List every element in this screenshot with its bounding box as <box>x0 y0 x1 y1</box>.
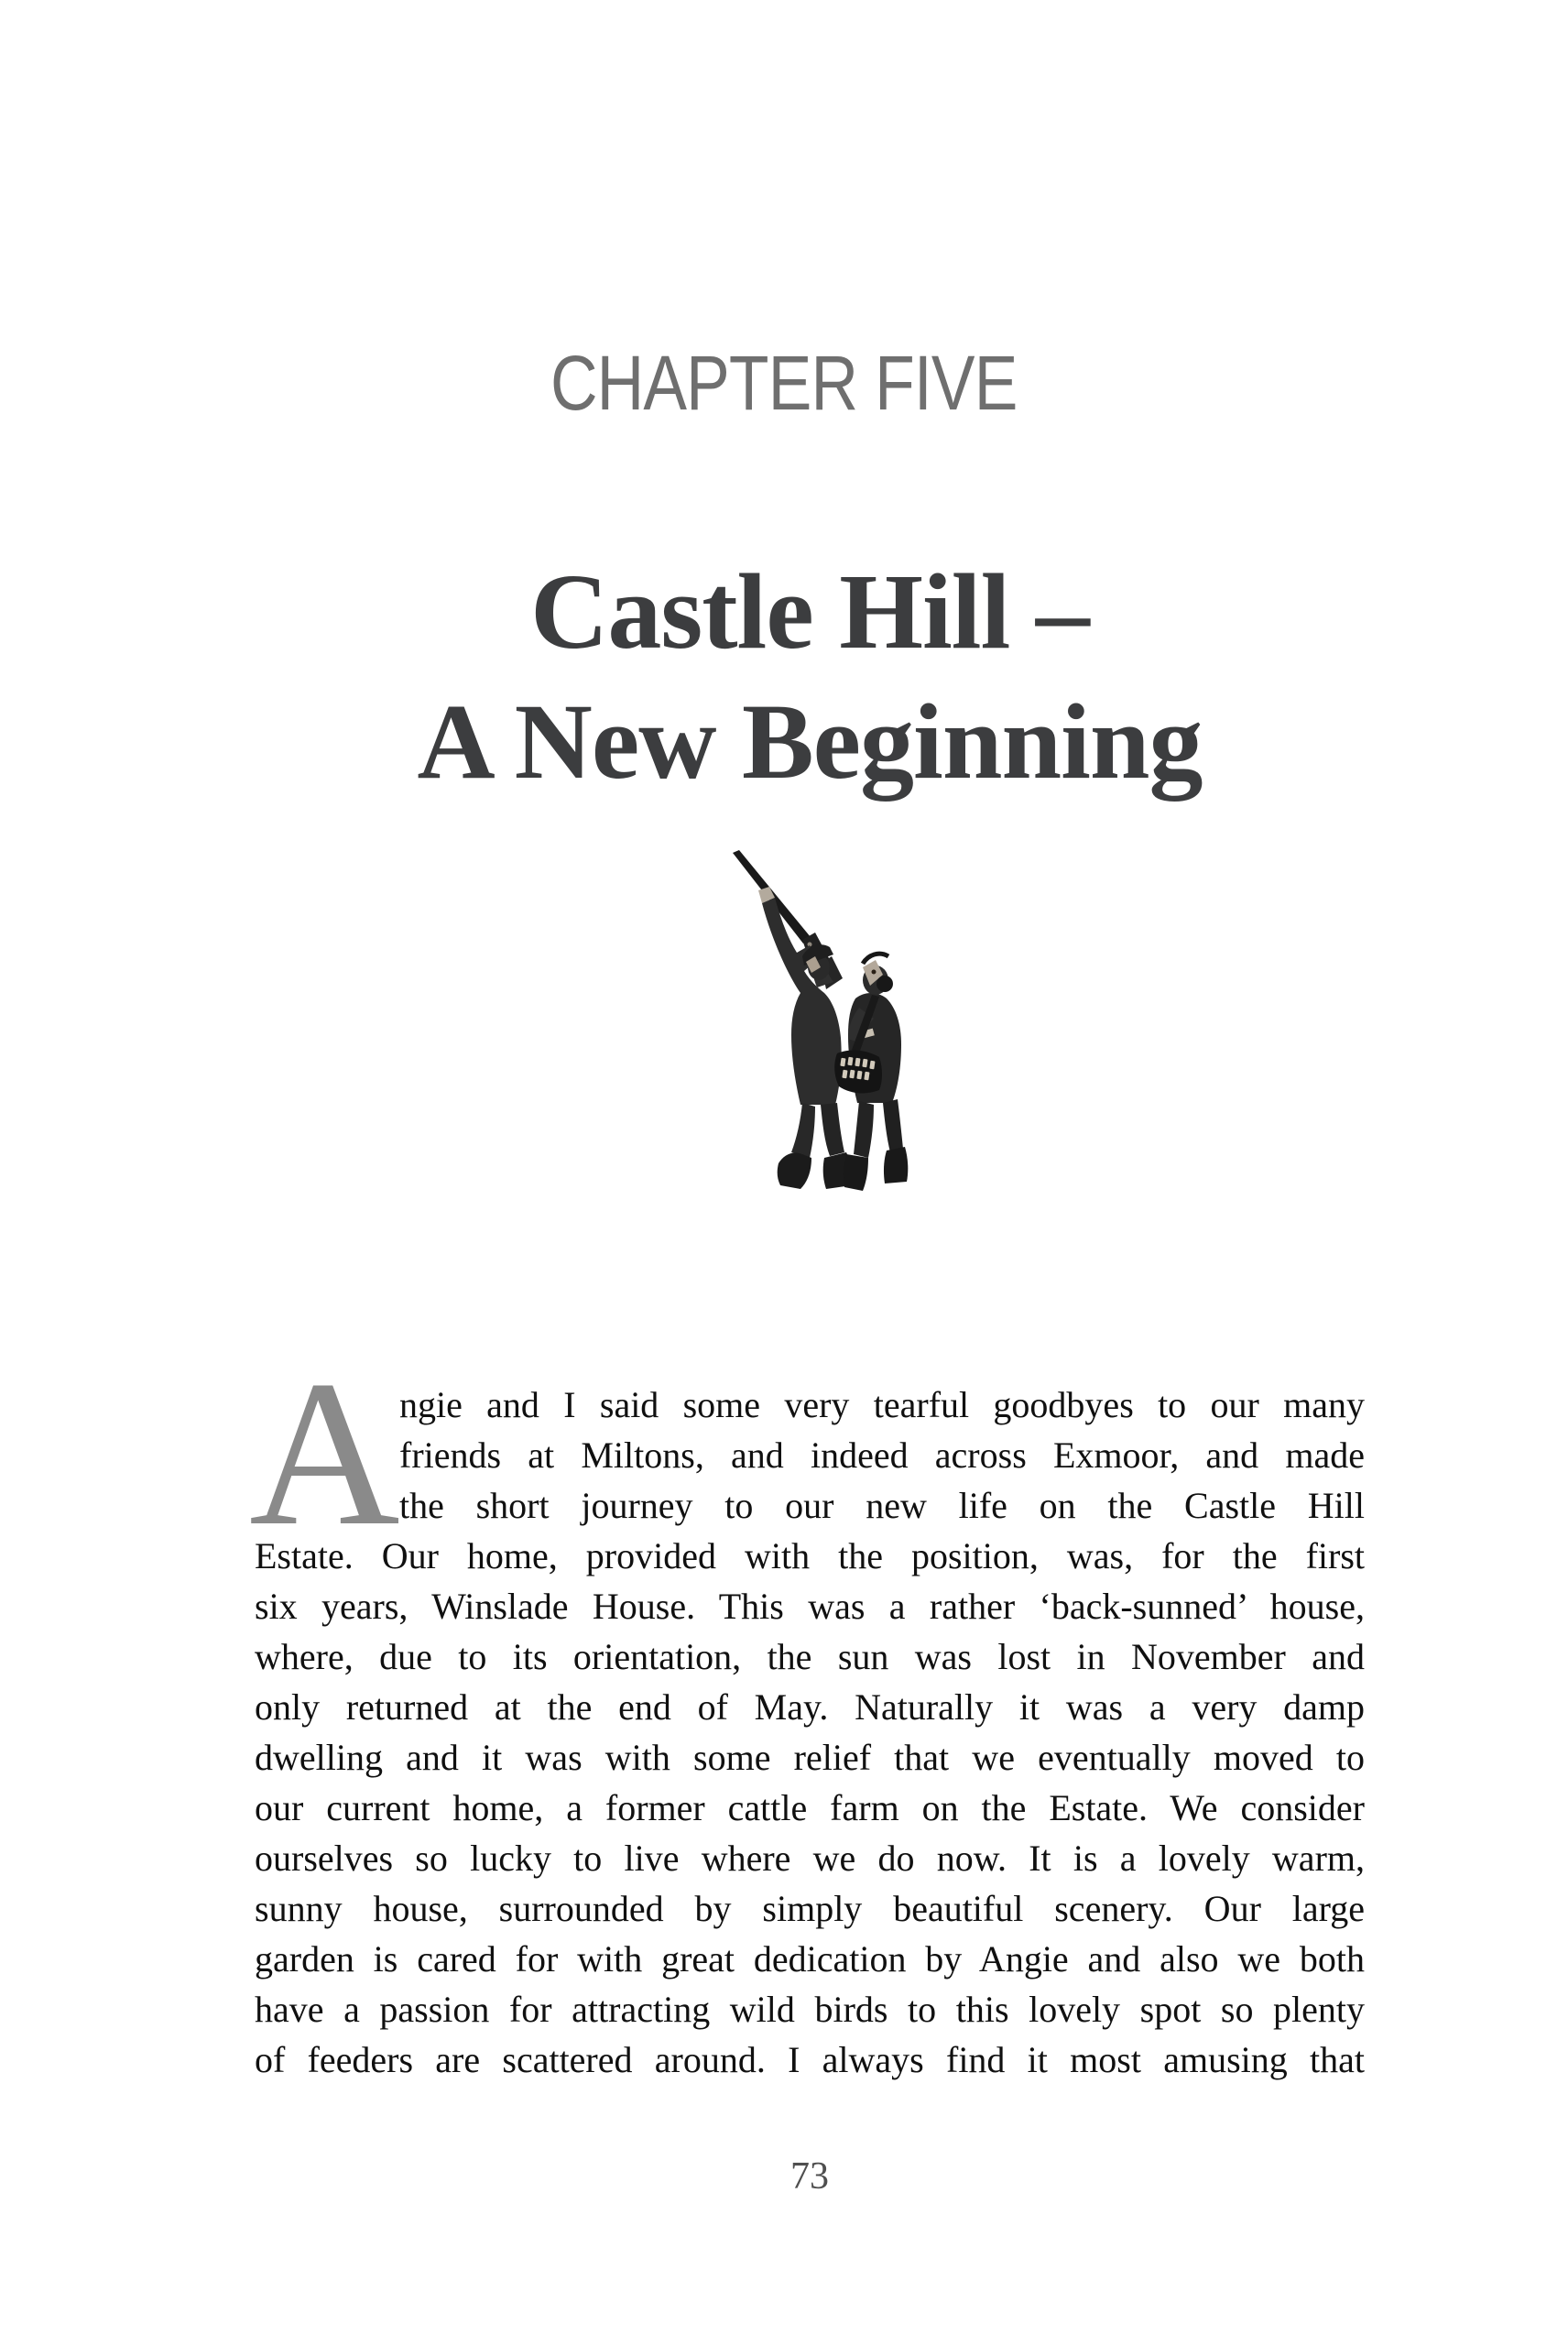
body-line: Estate. Our home, provided with the position, was, for the first <box>255 1535 1365 1576</box>
chapter-title <box>255 547 1365 807</box>
body-line: garden is cared for with great dedication by Angie and also we both <box>255 1938 1365 1980</box>
body-line: where, due to its orientation, the sun was lost in November and <box>255 1636 1365 1677</box>
body-line: friends at Miltons, and indeed across Exmoor, and made <box>399 1434 1365 1476</box>
shooter-and-loader-illustration-svg <box>722 850 918 1203</box>
body-line: only returned at the end of May. Naturally it was a very damp <box>255 1686 1365 1728</box>
dropcap-letter: A <box>249 1338 400 1569</box>
body-paragraph <box>249 1338 1365 2085</box>
body-line: ourselves so lucky to live where we do now. It is a lovely warm, <box>255 1838 1365 1879</box>
chapter-title-line1: Castle Hill – <box>530 551 1089 671</box>
chapter-title-line2: A New Beginning <box>417 682 1203 802</box>
body-line: ngie and I said some very tearful goodbyes to our many <box>399 1384 1365 1425</box>
chapter-heading-text: CHAPTER FIVE <box>550 340 1018 426</box>
chapter-illustration <box>722 850 918 1203</box>
body-line: six years, Winslade House. This was a rather ‘back-sunned’ house, <box>255 1586 1365 1627</box>
body-line: our current home, a former cattle farm on the Estate. We consider <box>255 1787 1365 1828</box>
page-number: 73 <box>790 2155 829 2198</box>
chapter-heading <box>255 340 1313 426</box>
body-line: dwelling and it was with some relief that we eventually moved to <box>255 1737 1365 1778</box>
body-line: have a passion for attracting wild birds to this lovely spot so plenty <box>255 1989 1365 2030</box>
body-line: of feeders are scattered around. I always find it most amusing that <box>255 2039 1365 2080</box>
body-line: the short journey to our new life on the Castle Hill <box>399 1485 1365 1526</box>
body-line: sunny house, surrounded by simply beautiful scenery. Our large <box>255 1888 1365 1929</box>
